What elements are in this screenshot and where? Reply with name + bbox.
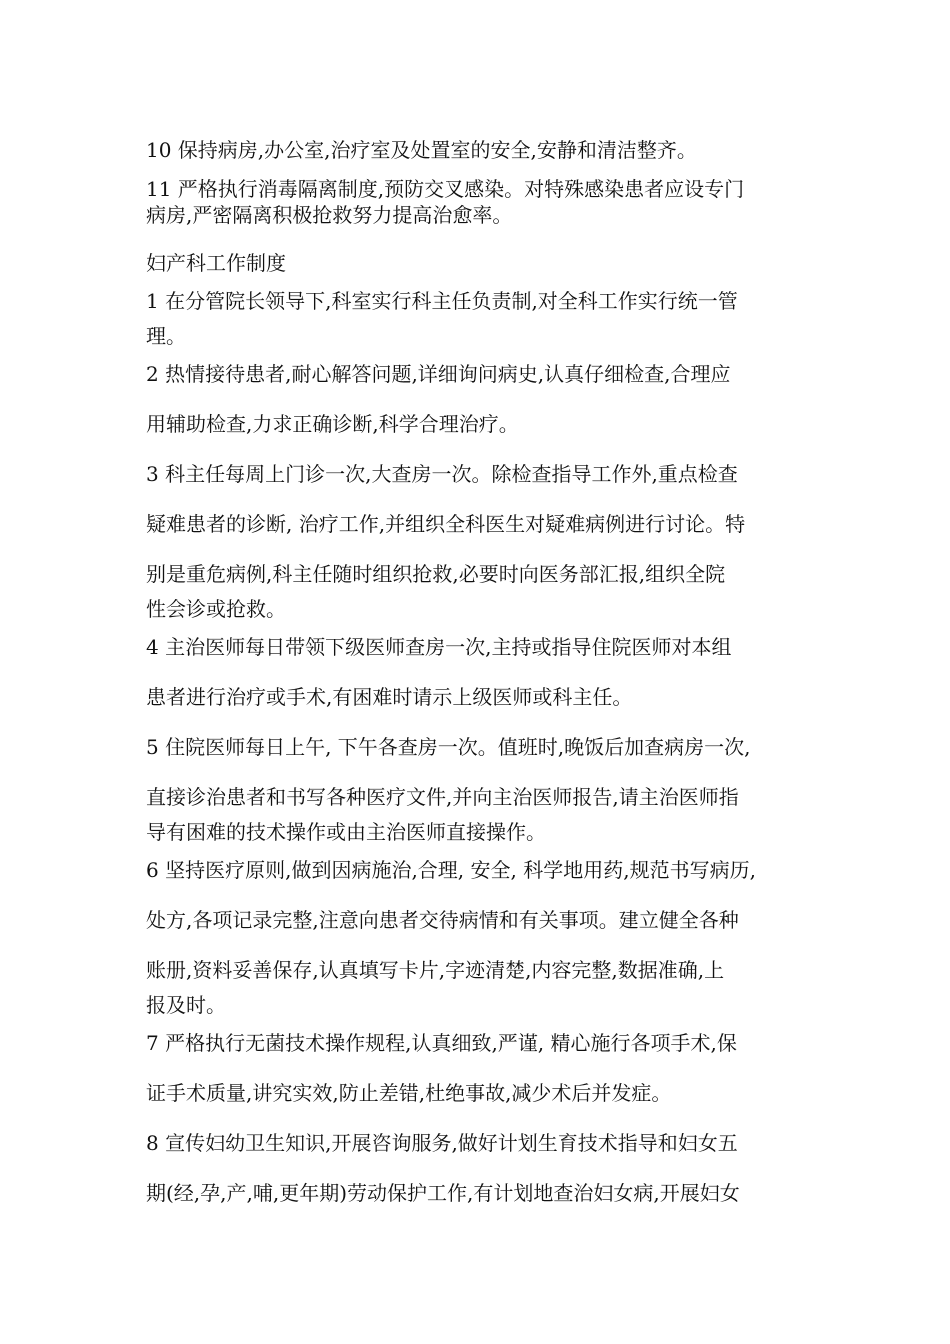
text-line: 3 科主任每周上门诊一次,大查房一次。除检查指导工作外,重点检查 xyxy=(146,462,738,486)
section-heading: 妇产科工作制度 xyxy=(146,251,286,275)
text-line: 导有困难的技术操作或由主治医师直接操作。 xyxy=(146,820,546,844)
text-line: 证手术质量,讲究实效,防止差错,杜绝事故,减少术后并发症。 xyxy=(146,1081,672,1105)
text-line: 报及时。 xyxy=(146,993,226,1017)
text-line: 10 保持病房,办公室,治疗室及处置室的安全,安静和清洁整齐。 xyxy=(146,138,697,162)
text-line: 5 住院医师每日上午, 下午各查房一次。值班时,晚饭后加查病房一次, xyxy=(146,735,751,759)
text-line: 7 严格执行无菌技术操作规程,认真细致,严谨, 精心施行各项手术,保 xyxy=(146,1031,737,1055)
text-line: 用辅助检查,力求正确诊断,科学合理治疗。 xyxy=(146,412,519,436)
text-line: 性会诊或抢救。 xyxy=(146,597,286,621)
text-line: 病房,严密隔离积极抢救努力提高治愈率。 xyxy=(146,203,513,227)
text-line: 疑难患者的诊断, 治疗工作,并组织全科医生对疑难病例进行讨论。特 xyxy=(146,512,746,536)
text-line: 4 主治医师每日带领下级医师查房一次,主持或指导住院医师对本组 xyxy=(146,635,732,659)
text-line: 6 坚持医疗原则,做到因病施治,合理, 安全, 科学地用药,规范书写病历, xyxy=(146,858,756,882)
text-line: 别是重危病例,科主任随时组织抢救,必要时向医务部汇报,组织全院 xyxy=(146,562,726,586)
text-line: 账册,资料妥善保存,认真填写卡片,字迹清楚,内容完整,数据准确,上 xyxy=(146,958,725,982)
text-line: 患者进行治疗或手术,有困难时请示上级医师或科主任。 xyxy=(146,685,633,709)
text-line: 处方,各项记录完整,注意向患者交待病情和有关事项。建立健全各种 xyxy=(146,908,739,932)
text-line: 11 严格执行消毒隔离制度,预防交叉感染。对特殊感染患者应设专门 xyxy=(146,177,745,201)
text-line: 8 宣传妇幼卫生知识,开展咨询服务,做好计划生育技术指导和妇女五 xyxy=(146,1131,738,1155)
text-line: 2 热情接待患者,耐心解答问题,详细询问病史,认真仔细检查,合理应 xyxy=(146,362,731,386)
text-line: 期(经,孕,产,哺,更年期)劳动保护工作,有计划地查治妇女病,开展妇女 xyxy=(146,1181,740,1205)
text-line: 直接诊治患者和书写各种医疗文件,并向主治医师报告,请主治医师指 xyxy=(146,785,739,809)
text-line: 1 在分管院长领导下,科室实行科主任负责制,对全科工作实行统一管 xyxy=(146,289,738,313)
text-line: 理。 xyxy=(146,324,186,348)
